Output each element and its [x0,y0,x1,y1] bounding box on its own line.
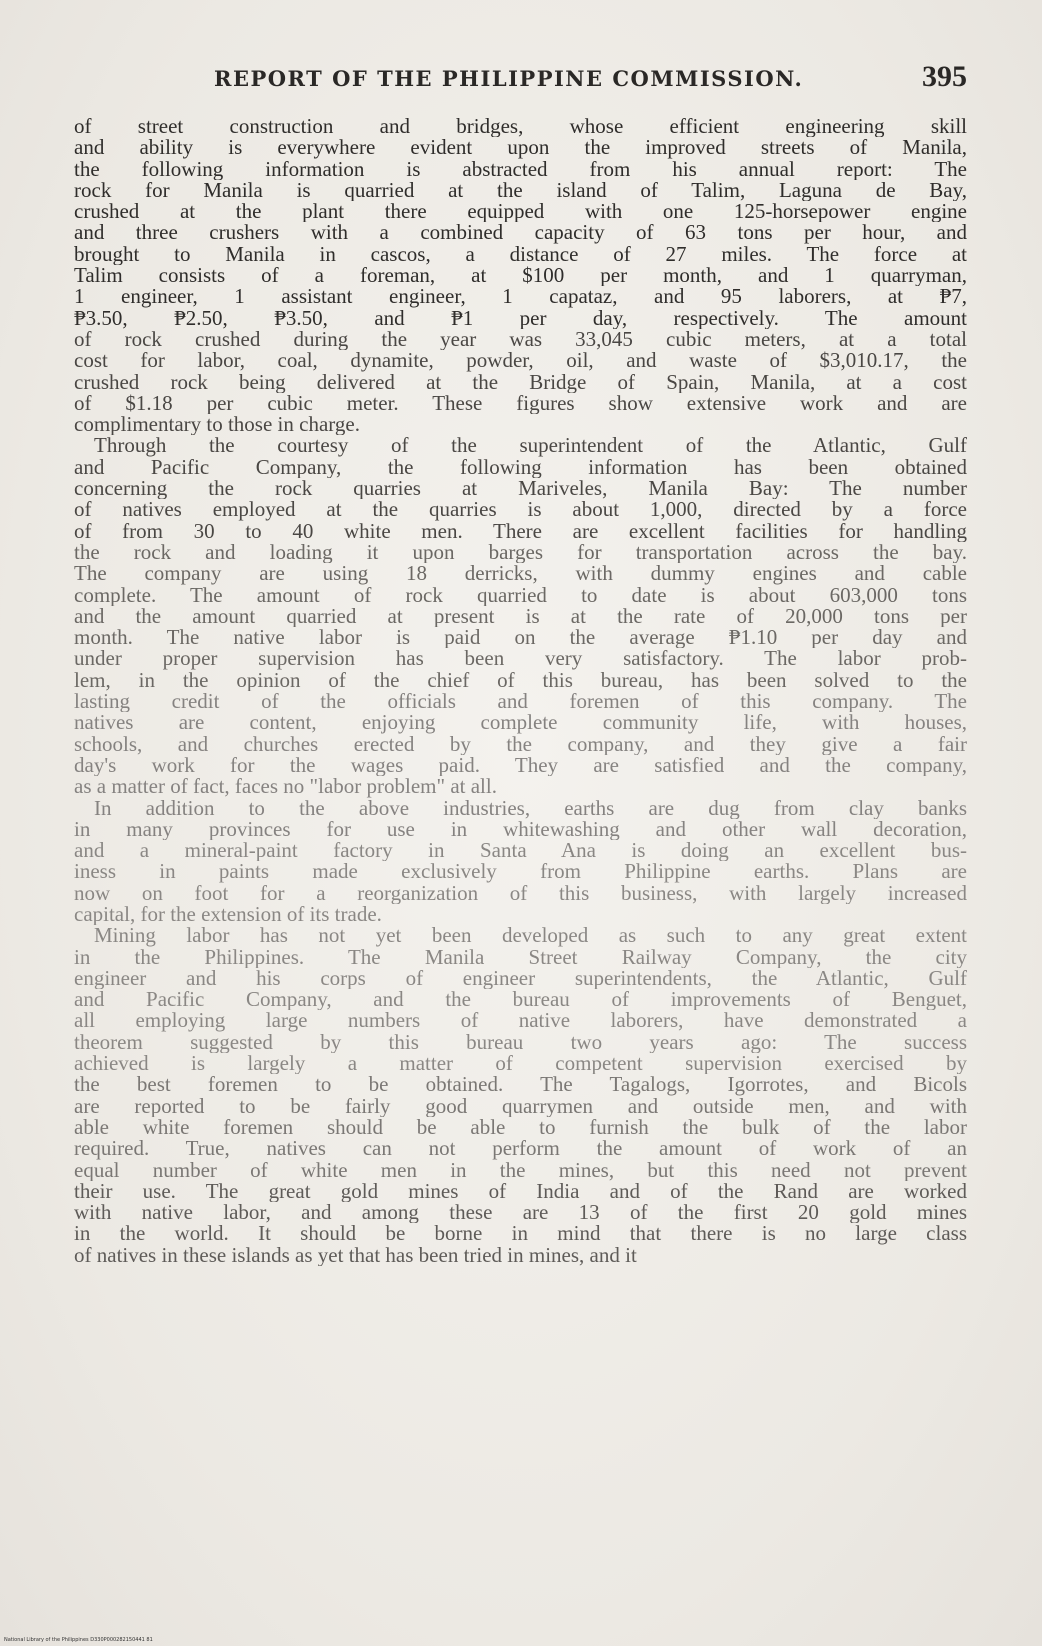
text-line: with native labor, and among these are 13 of the first 20 gold mines [74,1202,967,1224]
text-line: rock for Manila is quarried at the island of Talim, Laguna de Bay, [74,179,967,202]
text-line: in many provinces for use in whitewashing and other wall decoration, [74,818,967,841]
page-number: 395 [922,60,967,93]
text-line: crushed at the plant there equipped with one 125-horsepower engine [74,201,967,223]
text-line: cost for labor, coal, dynamite, powder, oil, and waste of $3,010.17, the [74,350,967,372]
text-line: and the amount quarried at present is at the rate of 20,000 tons per [74,605,967,628]
text-line: their use. The great gold mines of India and of the Rand are worked [74,1180,967,1203]
text-line: day's work for the wages paid. They are satisfied and the company, [74,754,967,777]
text-line: concerning the rock quarries at Mariveles, Manila Bay: The number [74,478,967,500]
text-line: crushed rock being delivered at the Bridge of Spain, Manila, at a cost [74,371,967,393]
text-line: in the world. It should be borne in mind that there is no large class [74,1223,967,1245]
text-line: achieved is largely a matter of competent supervision exercised by [74,1053,967,1075]
text-line: of rock crushed during the year was 33,045 cubic meters, at a total [74,328,967,351]
text-line: of natives employed at the quarries is about 1,000, directed by a force [74,499,967,521]
text-line: of natives in these islands as yet that has been tried in mines, and it [74,1244,637,1267]
text-line: now on foot for a reorganization of this business, with largely increased [74,882,967,904]
text-line: month. The native labor is paid on the average ₱1.10 per day and [74,627,967,649]
text-line: required. True, natives can not perform the amount of work of an [74,1138,967,1160]
library-footer-note: National Library of the Philippines D330P000282150441 81 [4,1637,153,1643]
text-line: schools, and churches erected by the company, and they give a fair [74,733,967,755]
text-line: the following information is abstracted from his annual report: The [74,158,967,180]
text-line: of $1.18 per cubic meter. These figures show extensive work and are [74,392,967,415]
text-line: Mining labor has not yet been developed as such to any great extent [94,925,967,947]
text-line: complimentary to those in charge. [74,414,360,436]
text-line: Through the courtesy of the superintendent of the Atlantic, Gulf [94,435,967,457]
text-line: lasting credit of the officials and foremen of this company. The [74,691,967,713]
text-line: of street construction and bridges, whose efficient engineering skill [74,116,967,138]
text-line: ₱3.50, ₱2.50, ₱3.50, and ₱1 per day, respectively. The amount [74,307,967,329]
text-line: iness in paints made exclusively from Philippine earths. Plans are [74,861,967,883]
text-line: are reported to be fairly good quarrymen and outside men, and with [74,1095,967,1117]
text-line: brought to Manila in cascos, a distance of 27 miles. The force at [74,243,967,266]
running-head: REPORT OF THE PHILIPPINE COMMISSION. [214,66,804,91]
body-text [74,116,967,1266]
text-line: Talim consists of a foreman, at $100 per month, and 1 quarryman, [74,265,967,287]
text-line: The company are using 18 derricks, with dummy engines and cable [74,563,967,585]
text-line: of from 30 to 40 white men. There are excellent facilities for handling [74,520,967,542]
text-line: and Pacific Company, and the bureau of improvements of Benguet, [74,989,967,1011]
text-line: the best foremen to be obtained. The Tagalogs, Igorrotes, and Bicols [74,1074,967,1096]
text-line: under proper supervision has been very satisfactory. The labor prob- [74,648,967,670]
text-line: natives are content, enjoying complete community life, with houses, [74,712,967,734]
page-header [74,60,967,100]
text-line: and three crushers with a combined capacity of 63 tons per hour, and [74,222,967,244]
text-line: In addition to the above industries, earths are dug from clay banks [94,797,967,819]
text-line: in the Philippines. The Manila Street Railway Company, the city [74,946,967,968]
text-line: able white foremen should be able to furnish the bulk of the labor [74,1116,967,1139]
text-line: and ability is everywhere evident upon the improved streets of Manila, [74,137,967,159]
text-line: theorem suggested by this bureau two years ago: The success [74,1031,967,1054]
text-line: engineer and his corps of engineer superintendents, the Atlantic, Gulf [74,967,967,990]
text-line: capital, for the extension of its trade. [74,903,382,926]
text-line: equal number of white men in the mines, but this need not prevent [74,1159,967,1181]
text-line: all employing large numbers of native laborers, have demonstrated a [74,1010,967,1032]
text-line: the rock and loading it upon barges for transportation across the bay. [74,541,967,564]
text-line: as a matter of fact, faces no "labor problem" at all. [74,776,497,798]
text-line: complete. The amount of rock quarried to date is about 603,000 tons [74,584,967,606]
text-line: and a mineral-paint factory in Santa Ana is doing an excellent bus- [74,840,967,862]
text-line: lem, in the opinion of the chief of this bureau, has been solved to the [74,669,967,692]
text-line: and Pacific Company, the following information has been obtained [74,456,967,479]
text-line: 1 engineer, 1 assistant engineer, 1 capataz, and 95 laborers, at ₱7, [74,286,967,308]
